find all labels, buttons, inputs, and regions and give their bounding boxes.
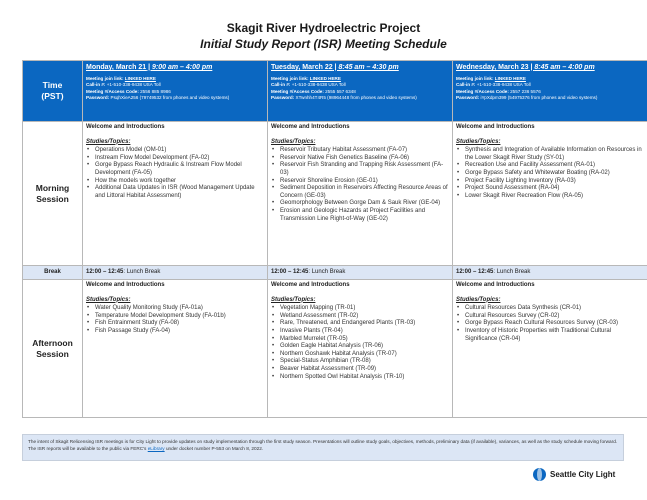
break-time: 12:00 – 12:45 — [271, 269, 309, 275]
topic-item: • Sediment Deposition in Reservoirs Affecting Resource Areas of Concern (GE-03) — [271, 185, 449, 200]
topics-list — [86, 305, 264, 335]
break-text: : Lunch Break — [308, 269, 346, 275]
topics-list — [271, 147, 449, 223]
welcome-heading: Welcome and Introductions — [86, 124, 165, 130]
access-value: 2557 236 5576 — [510, 88, 541, 94]
time-label: Time — [42, 80, 63, 90]
break-time: 12:00 – 12:45 — [86, 269, 124, 275]
welcome-heading: Welcome and Introductions — [456, 124, 535, 130]
time-zone-label: (PST) — [41, 91, 64, 101]
studies-heading: Studies/Topics: — [271, 296, 316, 303]
day-title — [456, 63, 644, 73]
access-label: Meeting #/Access Code: — [456, 88, 511, 94]
topic-item: • Rare, Threatened, and Endangered Plants (TR-03) — [271, 320, 449, 328]
day-hours: 8:45 am – 4:00 pm — [534, 64, 595, 71]
meeting-intent-note — [22, 434, 624, 461]
callin-label: Call-in #: — [456, 82, 477, 88]
access-value: 2555 557 6348 — [325, 88, 356, 94]
separator: | — [528, 64, 535, 71]
topic-item: • Synthesis and Integration of Available Information on Resources in the Lower Skagit River Study (SY-01) — [456, 147, 644, 162]
morning-monday-cell — [83, 122, 268, 266]
topic-item: • Erosion and Geologic Hazards at Project Facilities and Transmission Line Right-of-Way (GE-02) — [271, 208, 449, 223]
day-header-tuesday — [268, 61, 453, 122]
topic-item: • Gorge Bypass Safety and Whitewater Boating (RA-02) — [456, 170, 644, 178]
topics-list — [456, 305, 644, 343]
studies-heading: Studies/Topics: — [456, 296, 501, 303]
topics-list — [456, 147, 644, 200]
callin-label: Call-in #: — [271, 82, 292, 88]
password-label: Password: — [86, 95, 111, 101]
topic-item: • Reservoir Shoreline Erosion (GE-01) — [271, 178, 449, 186]
break-monday-cell — [83, 266, 268, 280]
join-link[interactable]: LINKED HERE — [309, 76, 341, 81]
password-value: iYpXdpm399 (54975376 from phones and video systems) — [480, 95, 598, 101]
topic-item: • Beaver Habitat Assessment (TR-09) — [271, 366, 449, 374]
break-label-cell: Break — [23, 266, 83, 280]
day-name: Wednesday, March 23 — [456, 64, 529, 71]
elibrary-link[interactable]: eLibrary — [147, 446, 165, 451]
project-title: Skagit River Hydroelectric Project — [226, 21, 421, 35]
password-line — [86, 95, 264, 101]
topic-item: • Fish Entrainment Study (FA-08) — [86, 320, 264, 328]
studies-heading: Studies/Topics: — [271, 138, 316, 145]
morning-tuesday-cell — [268, 122, 453, 266]
studies-heading: Studies/Topics: — [86, 296, 131, 303]
callin-value: +1-510-338-9438 USA Toll — [476, 82, 531, 88]
join-label: Meeting join link: — [271, 76, 310, 81]
topic-item: • Geomorphology Between Gorge Dam & Sauk River (GE-04) — [271, 200, 449, 208]
callin-value: +1-510-338-9438 USA Toll — [291, 82, 346, 88]
break-text: : Lunch Break — [123, 269, 161, 275]
afternoon-monday-cell — [83, 280, 268, 418]
topic-item: • Cultural Resources Survey (CR-02) — [456, 313, 644, 321]
break-tuesday-cell — [268, 266, 453, 280]
topic-item: • Instream Flow Model Development (FA-02) — [86, 155, 264, 163]
session-label: Session — [36, 348, 69, 359]
afternoon-tuesday-cell — [268, 280, 453, 418]
morning-wednesday-cell — [453, 122, 647, 266]
access-label: Meeting #/Access Code: — [271, 88, 326, 94]
morning-session-row — [23, 122, 647, 266]
topics-list — [86, 147, 264, 200]
topic-item: • Inventory of Historic Properties with Traditional Cultural Significance (CR-04) — [456, 328, 644, 343]
break-wednesday-cell — [453, 266, 647, 280]
afternoon-label-cell — [23, 280, 83, 418]
session-label: Afternoon — [32, 337, 73, 348]
password-line — [456, 95, 644, 101]
morning-label-cell — [23, 122, 83, 266]
topic-item: • Vegetation Mapping (TR-01) — [271, 305, 449, 313]
day-header-monday — [83, 61, 268, 122]
topic-item: • Fish Passage Study (FA-04) — [86, 328, 264, 336]
welcome-heading: Welcome and Introductions — [456, 282, 535, 288]
topic-item: • Wetland Assessment (TR-02) — [271, 313, 449, 321]
topic-item: • Project Facility Lighting Inventory (RA-03) — [456, 178, 644, 186]
day-hours: 9:00 am – 4:00 pm — [152, 64, 213, 71]
callin-label: Call-in #: — [86, 82, 107, 88]
join-link[interactable]: LINKED HERE — [124, 76, 156, 81]
note-text: The intent of Skagit Relicensing ISR meetings is for City Light to provide updates on study implementation through the first study season. Presentations will outline study goals, objectives, methods, preliminary data (if available), variances, as well as the study schedule moving forward. The ISR reports will be available to the public via FERC's — [28, 439, 618, 451]
break-row — [23, 266, 647, 280]
access-label: Meeting #/Access Code: — [86, 88, 141, 94]
topic-item: • Northern Goshawk Habitat Analysis (TR-07) — [271, 351, 449, 359]
topic-item: • Cultural Resources Data Synthesis (CR-01) — [456, 305, 644, 313]
afternoon-wednesday-cell — [453, 280, 647, 418]
access-value: 2556 885 8986 — [140, 88, 171, 94]
day-title — [271, 63, 449, 73]
schedule-subtitle: Initial Study Report (ISR) Meeting Schedule — [200, 37, 447, 51]
topic-item: • Invasive Plants (TR-04) — [271, 328, 449, 336]
password-line — [271, 95, 449, 101]
topic-item: • Project Sound Assessment (RA-04) — [456, 185, 644, 193]
session-label: Morning — [35, 182, 70, 193]
join-label: Meeting join link: — [456, 76, 495, 81]
studies-heading: Studies/Topics: — [86, 138, 131, 145]
topic-item: • Additional Data Updates in ISR (Wood Management Update and Littoral Habitat Assessment) — [86, 185, 264, 200]
topic-item: • Water Quality Monitoring Study (FA-01a) — [86, 305, 264, 313]
header-row — [23, 61, 647, 122]
topics-list — [271, 305, 449, 381]
meeting-schedule-table — [22, 60, 647, 418]
topic-item: • Reservoir Fish Stranding and Trapping Risk Assessment (FA-03) — [271, 162, 449, 177]
session-label: Session — [36, 193, 69, 204]
afternoon-session-row — [23, 280, 647, 418]
logo-text: Seattle City Light — [550, 470, 616, 479]
topic-item: • Special-Status Amphibian (TR-08) — [271, 358, 449, 366]
join-link[interactable]: LINKED HERE — [494, 76, 526, 81]
day-header-wednesday — [453, 61, 647, 122]
seattle-city-light-logo — [533, 468, 615, 481]
callin-value: +1-510-338-9438 USA Toll — [106, 82, 161, 88]
time-header-cell — [23, 61, 83, 122]
password-label: Password: — [456, 95, 481, 101]
password-value: XTwnhh4T4R5 (98964448 from phones and video systems) — [295, 95, 417, 101]
topic-item: • Reservoir Native Fish Genetics Baseline (FA-06) — [271, 155, 449, 163]
topic-item: • Lower Skagit River Recreation Flow (RA-05) — [456, 193, 644, 201]
topic-item: • Northern Spotted Owl Habitat Analysis (TR-10) — [271, 374, 449, 382]
topic-item: • Gorge Bypass Reach Hydraulic & Instream Flow Model Development (FA-05) — [86, 162, 264, 177]
welcome-heading: Welcome and Introductions — [86, 282, 165, 288]
document-title — [0, 20, 647, 52]
separator: | — [332, 64, 339, 71]
topic-item: • Temperature Model Development Study (FA-01b) — [86, 313, 264, 321]
topic-item: • Marbled Murrelet (TR-05) — [271, 336, 449, 344]
day-title — [86, 63, 264, 73]
topic-item: • How the models work together — [86, 178, 264, 186]
welcome-heading: Welcome and Introductions — [271, 124, 350, 130]
day-name: Tuesday, March 22 — [271, 64, 333, 71]
day-hours: 8:45 am – 4:30 pm — [338, 64, 399, 71]
topic-item: • Recreation Use and Facility Assessment (RA-01) — [456, 162, 644, 170]
topic-item: • Reservoir Tributary Habitat Assessment (FA-07) — [271, 147, 449, 155]
separator: | — [146, 64, 153, 71]
welcome-heading: Welcome and Introductions — [271, 282, 350, 288]
break-text: : Lunch Break — [493, 269, 531, 275]
topic-item: • Gorge Bypass Reach Cultural Resources Survey (CR-03) — [456, 320, 644, 328]
topic-item: • Operations Model (OM-01) — [86, 147, 264, 155]
password-label: Password: — [271, 95, 296, 101]
studies-heading: Studies/Topics: — [456, 138, 501, 145]
globe-logo-icon — [533, 468, 546, 481]
day-name: Monday, March 21 — [86, 64, 147, 71]
break-time: 12:00 – 12:45 — [456, 269, 494, 275]
topic-item: • Golden Eagle Habitat Analysis (TR-06) — [271, 343, 449, 351]
join-label: Meeting join link: — [86, 76, 125, 81]
note-text: under docket number P-553 on March 8, 2022. — [164, 446, 264, 451]
password-value: PsqhXieA256 (79749532 from phones and video systems) — [110, 95, 230, 101]
